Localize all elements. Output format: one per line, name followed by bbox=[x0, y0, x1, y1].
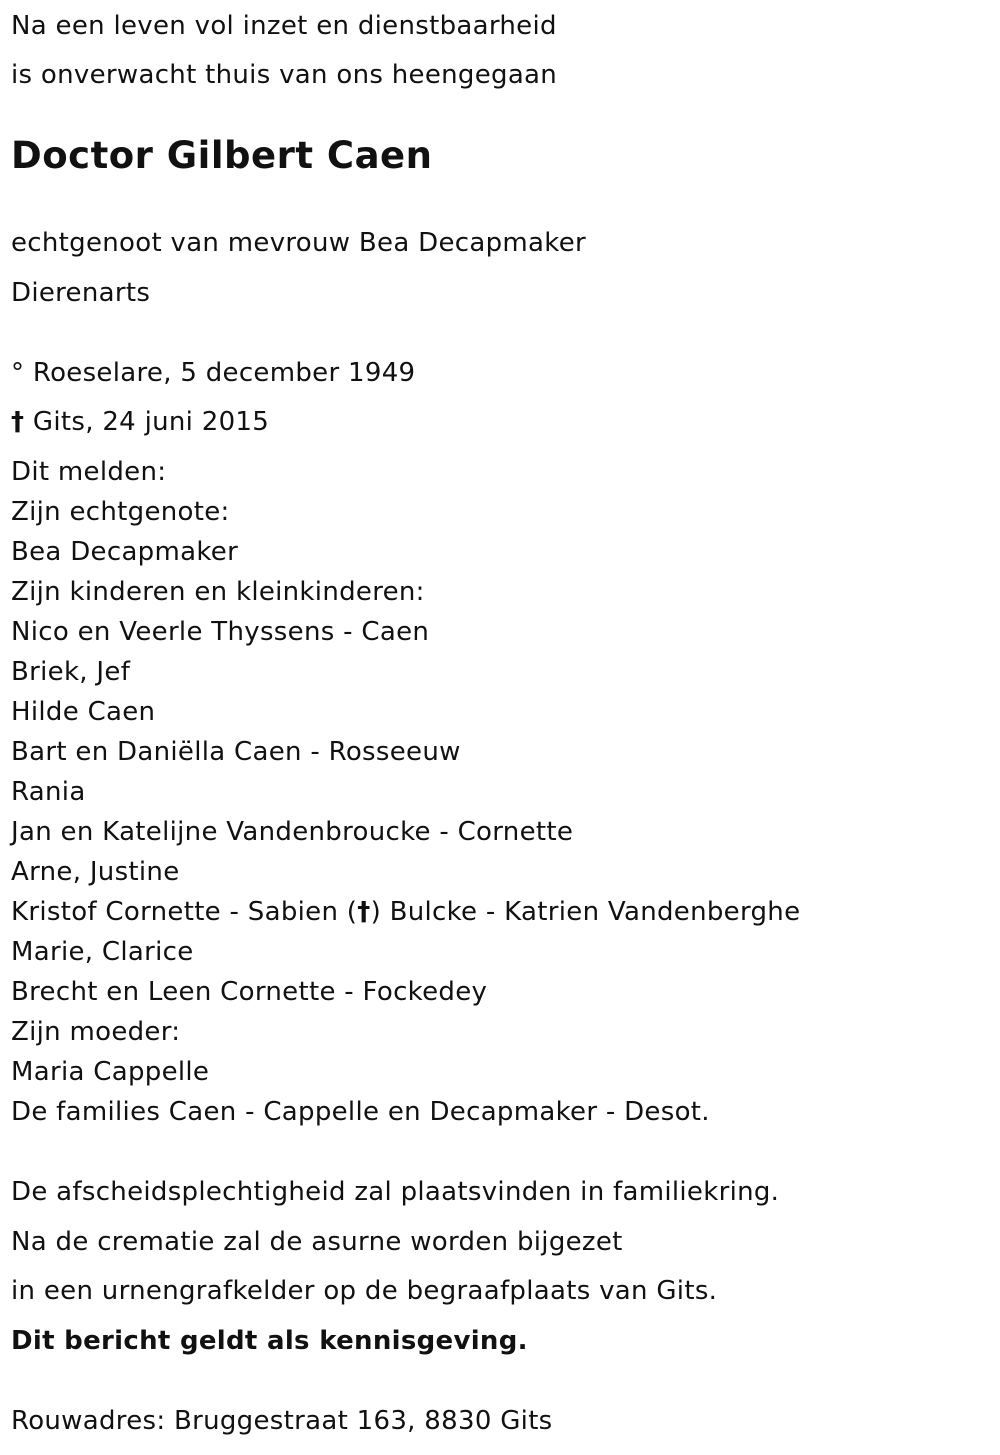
birth-text: Roeselare, 5 december 1949 bbox=[32, 358, 416, 388]
family-line: Bart en Daniëlla Caen - Rosseeuw bbox=[11, 737, 461, 767]
intro-line-2: is onverwacht thuis van ons heengegaan bbox=[11, 60, 558, 90]
family-line: Brecht en Leen Cornette - Fockedey bbox=[11, 977, 488, 1007]
ceremony-line: De afscheidsplechtigheid zal plaatsvinden in familiekring. bbox=[11, 1177, 780, 1207]
kristof-text-after: ) Bulcke - Katrien Vandenberghe bbox=[370, 897, 801, 927]
family-line: Nico en Veerle Thyssens - Caen bbox=[11, 617, 430, 647]
profession-line: Dierenarts bbox=[11, 278, 151, 308]
relation-line: echtgenoot van mevrouw Bea Decapmaker bbox=[11, 228, 586, 258]
death-text: Gits, 24 juni 2015 bbox=[32, 407, 270, 437]
family-line: Zijn moeder: bbox=[11, 1017, 181, 1047]
family-line-kristof bbox=[11, 896, 800, 928]
family-line: Jan en Katelijne Vandenbroucke - Cornette bbox=[11, 817, 574, 847]
death-line bbox=[11, 406, 269, 438]
cross-icon: † bbox=[357, 897, 371, 927]
family-line: Zijn echtgenote: bbox=[11, 497, 230, 527]
family-line: Rania bbox=[11, 777, 86, 807]
family-line: Zijn kinderen en kleinkinderen: bbox=[11, 577, 425, 607]
family-line: Marie, Clarice bbox=[11, 937, 194, 967]
family-line: Hilde Caen bbox=[11, 697, 156, 727]
notice-line: Dit bericht geldt als kennisgeving. bbox=[11, 1326, 528, 1356]
address-line: Rouwadres: Bruggestraat 163, 8830 Gits bbox=[11, 1406, 553, 1436]
ceremony-line: in een urnengrafkelder op de begraafplaats van Gits. bbox=[11, 1276, 718, 1306]
intro-line-1: Na een leven vol inzet en dienstbaarheid bbox=[11, 11, 557, 41]
kristof-text-before: Kristof Cornette - Sabien ( bbox=[11, 897, 358, 927]
family-line: Maria Cappelle bbox=[11, 1057, 210, 1087]
death-cross-symbol: † bbox=[11, 407, 25, 437]
family-line: Bea Decapmaker bbox=[11, 537, 239, 567]
birth-symbol: ° bbox=[11, 358, 25, 388]
family-line: Dit melden: bbox=[11, 457, 167, 487]
ceremony-line: Na de crematie zal de asurne worden bijgezet bbox=[11, 1227, 623, 1257]
deceased-name: Doctor Gilbert Caen bbox=[11, 134, 433, 177]
birth-line bbox=[11, 357, 415, 389]
family-line: Briek, Jef bbox=[11, 657, 131, 687]
family-line: De families Caen - Cappelle en Decapmaker - Desot. bbox=[11, 1097, 710, 1127]
family-line: Arne, Justine bbox=[11, 857, 180, 887]
